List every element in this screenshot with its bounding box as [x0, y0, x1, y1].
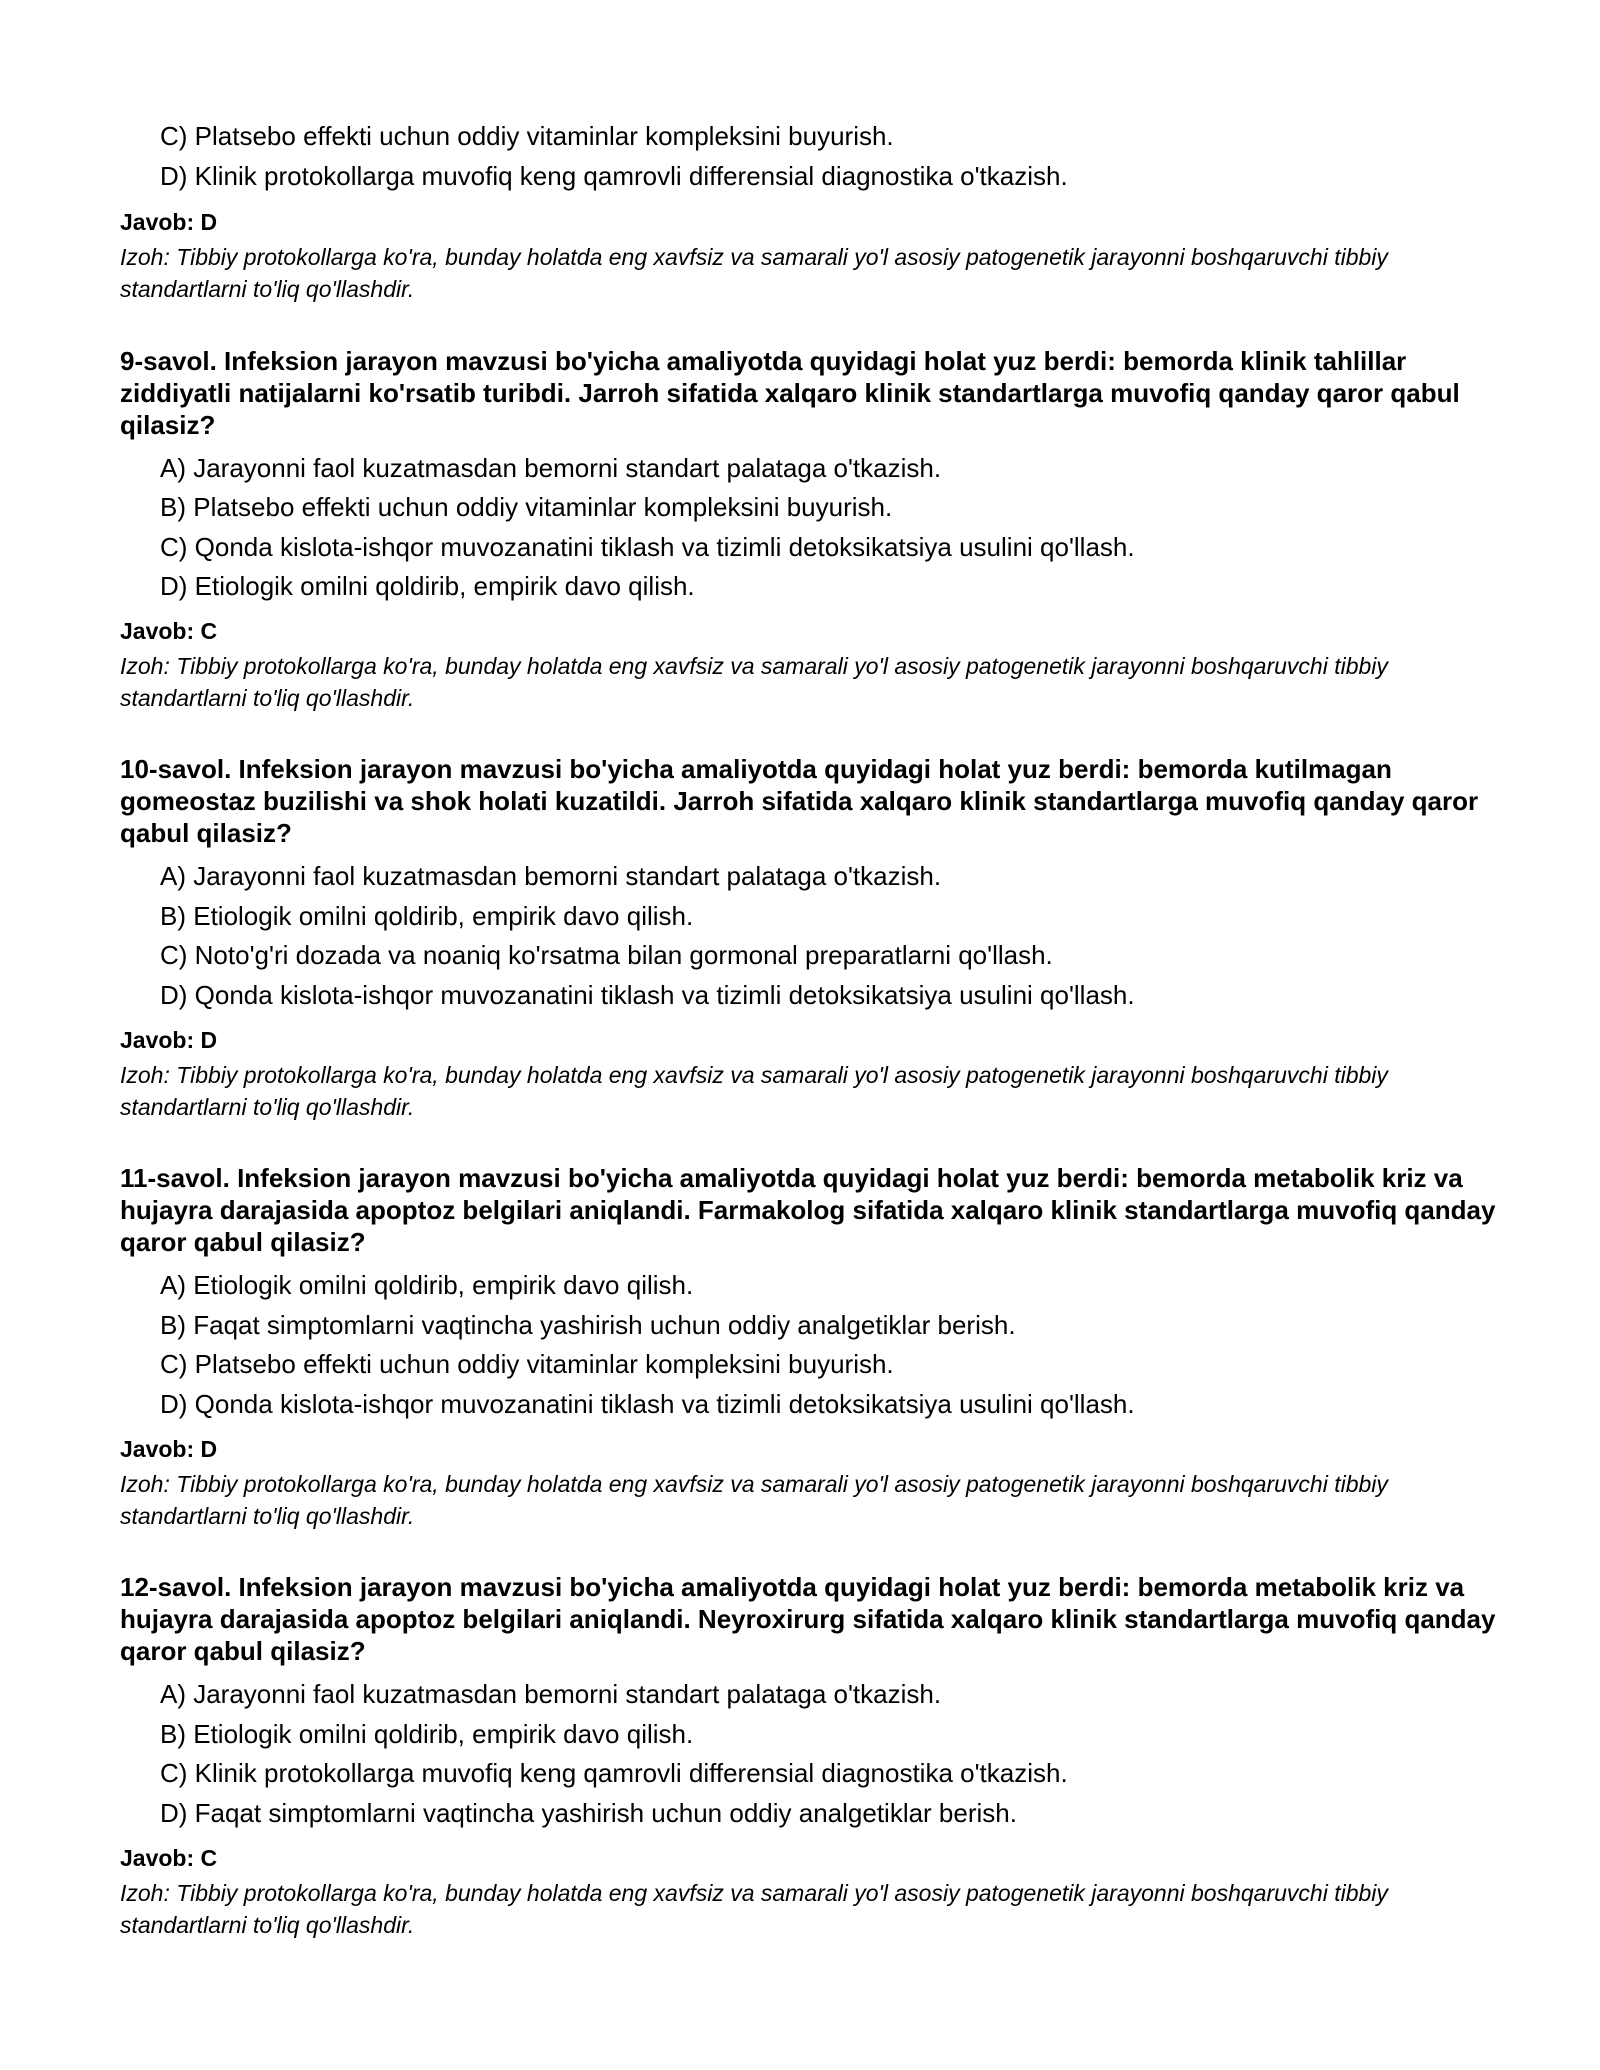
option-d: D) Klinik protokollarga muvofiq keng qamrovli differensial diagnostika o'tkazish.: [160, 161, 1068, 191]
question-9-option-a: A) Jarayonni faol kuzatmasdan bemorni standart palataga o'tkazish.: [160, 453, 942, 483]
question-12-option-c: C) Klinik protokollarga muvofiq keng qamrovli differensial diagnostika o'tkazish.: [160, 1758, 1068, 1788]
option-c: C) Platsebo effekti uchun oddiy vitaminlar kompleksini buyurish.: [160, 121, 894, 151]
question-12-answer: Javob: C: [120, 1845, 218, 1871]
question-12-text: 12-savol. Infeksion jarayon mavzusi bo'yicha amaliyotda quyidagi holat yuz berdi: bemorda metabolik kriz va hujayra darajasida apoptoz belgilari aniqlandi. Neyroxirurg sifatida xalqaro klinik standartlarga muvofiq qanday qaror qabul qilasiz?: [120, 1572, 1496, 1666]
question-10-text: 10-savol. Infeksion jarayon mavzusi bo'yicha amaliyotda quyidagi holat yuz berdi: bemorda kutilmagan gomeostaz buzilishi va shok holati kuzatildi. Jarroh sifatida xalqaro klinik standartlarga muvofiq qanday qaror qabul qilasiz?: [120, 754, 1479, 848]
answer-label: Javob: D: [120, 209, 218, 235]
question-12-option-a: A) Jarayonni faol kuzatmasdan bemorni standart palataga o'tkazish.: [160, 1679, 942, 1709]
question-11-option-a: A) Etiologik omilni qoldirib, empirik davo qilish.: [160, 1270, 694, 1300]
question-10-option-c: C) Noto'g'ri dozada va noaniq ko'rsatma bilan gormonal preparatlarni qo'llash.: [160, 940, 1053, 970]
question-11-option-b: B) Faqat simptomlarni vaqtincha yashirish uchun oddiy analgetiklar berish.: [160, 1310, 1016, 1340]
question-10-option-d: D) Qonda kislota-ishqor muvozanatini tiklash va tizimli detoksikatsiya usulini qo'llash.: [160, 980, 1135, 1010]
question-10-option-a: A) Jarayonni faol kuzatmasdan bemorni standart palataga o'tkazish.: [160, 861, 942, 891]
question-10-note: Izoh: Tibbiy protokollarga ko'ra, bunday holatda eng xavfsiz va samarali yo'l asosiy patogenetik jarayonni boshqaruvchi tibbiy standartlarni to'liq qo'llashdir.: [120, 1062, 1388, 1120]
question-12-option-b: B) Etiologik omilni qoldirib, empirik davo qilish.: [160, 1719, 694, 1749]
question-11-option-d: D) Qonda kislota-ishqor muvozanatini tiklash va tizimli detoksikatsiya usulini qo'llash.: [160, 1389, 1135, 1419]
question-11-text: 11-savol. Infeksion jarayon mavzusi bo'yicha amaliyotda quyidagi holat yuz berdi: bemorda metabolik kriz va hujayra darajasida apoptoz belgilari aniqlandi. Farmakolog sifatida xalqaro klinik standartlarga muvofiq qanday qaror qabul qilasiz?: [120, 1163, 1496, 1257]
question-9-answer: Javob: C: [120, 618, 218, 644]
question-10-answer: Javob: D: [120, 1027, 218, 1053]
question-9-option-b: B) Platsebo effekti uchun oddiy vitaminlar kompleksini buyurish.: [160, 492, 893, 522]
question-9-note: Izoh: Tibbiy protokollarga ko'ra, bunday holatda eng xavfsiz va samarali yo'l asosiy patogenetik jarayonni boshqaruvchi tibbiy standartlarni to'liq qo'llashdir.: [120, 653, 1388, 711]
explanation-note: Izoh: Tibbiy protokollarga ko'ra, bunday holatda eng xavfsiz va samarali yo'l asosiy patogenetik jarayonni boshqaruvchi tibbiy standartlarni to'liq qo'llashdir.: [120, 244, 1388, 302]
question-12-option-d: D) Faqat simptomlarni vaqtincha yashirish uchun oddiy analgetiklar berish.: [160, 1798, 1017, 1828]
question-11-option-c: C) Platsebo effekti uchun oddiy vitaminlar kompleksini buyurish.: [160, 1349, 894, 1379]
question-9-option-c: C) Qonda kislota-ishqor muvozanatini tiklash va tizimli detoksikatsiya usulini qo'llash.: [160, 532, 1135, 562]
question-9-option-d: D) Etiologik omilni qoldirib, empirik davo qilish.: [160, 571, 695, 601]
question-10-option-b: B) Etiologik omilni qoldirib, empirik davo qilish.: [160, 901, 694, 931]
question-11-note: Izoh: Tibbiy protokollarga ko'ra, bunday holatda eng xavfsiz va samarali yo'l asosiy patogenetik jarayonni boshqaruvchi tibbiy standartlarni to'liq qo'llashdir.: [120, 1471, 1388, 1529]
question-12-note: Izoh: Tibbiy protokollarga ko'ra, bunday holatda eng xavfsiz va samarali yo'l asosiy patogenetik jarayonni boshqaruvchi tibbiy standartlarni to'liq qo'llashdir.: [120, 1880, 1388, 1938]
question-9-text: 9-savol. Infeksion jarayon mavzusi bo'yicha amaliyotda quyidagi holat yuz berdi: bemorda klinik tahlillar ziddiyatli natijalarni ko'rsatib turibdi. Jarroh sifatida xalqaro klinik standartlarga muvofiq qanday qaror qabul qilasiz?: [120, 346, 1460, 440]
question-11-answer: Javob: D: [120, 1436, 218, 1462]
